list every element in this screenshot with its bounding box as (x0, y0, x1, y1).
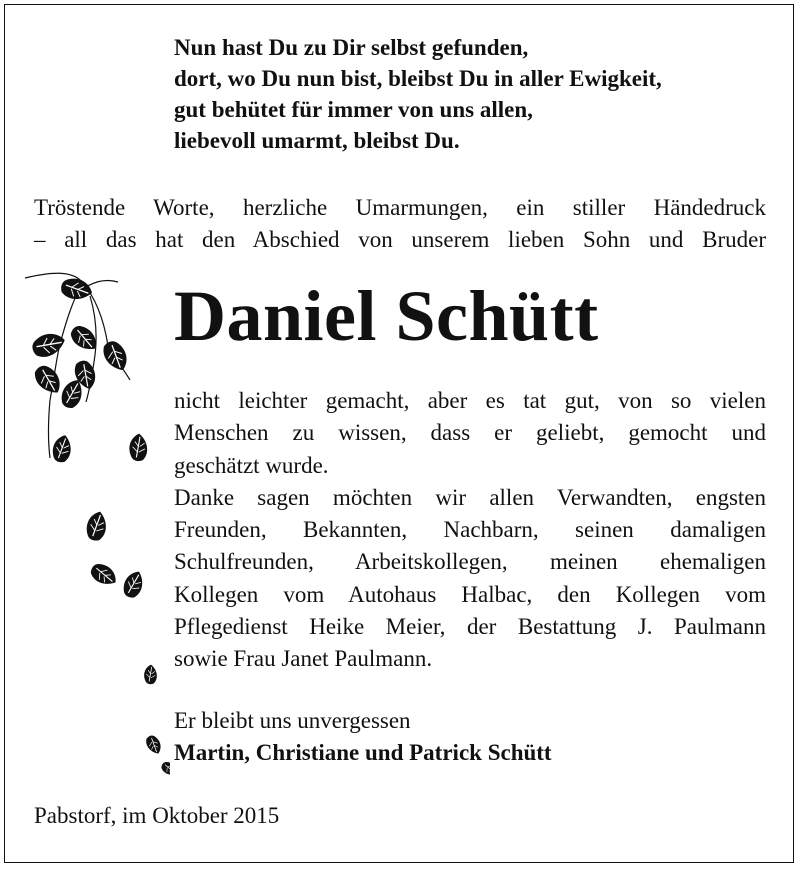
body-line: Pflegedienst Heike Meier, der Bestattung J. Paulmann (174, 614, 766, 640)
body-line: Kollegen vom Autohaus Halbac, den Kollegen vom (174, 581, 766, 607)
body-line: geschätzt wurde. (174, 452, 329, 478)
intro-line: – all das hat den Abschied von unserem lieben Sohn und Bruder (34, 227, 766, 252)
poem-line: Nun hast Du zu Dir selbst gefunden, (174, 35, 529, 60)
family-signature: Martin, Christiane und Patrick Schütt (174, 740, 552, 765)
body-line: nicht leichter gemacht, aber es tat gut, von so vielen (174, 388, 766, 413)
body-line: Menschen zu wissen, dass er geliebt, gemocht und (174, 420, 766, 446)
thanks-text (174, 385, 766, 676)
poem-line: gut behütet für immer von uns allen, (174, 97, 533, 122)
place-date: Pabstorf, im Oktober 2015 (34, 803, 280, 828)
birch-branch-icon (20, 262, 170, 782)
poem-line: dort, wo Du nun bist, bleibst Du in aller Ewigkeit, (174, 66, 662, 91)
remembrance-line: Er bleibt uns unvergessen (174, 708, 411, 733)
body-line: Danke sagen möchten wir allen Verwandten, engsten (174, 484, 766, 510)
intro-line: Tröstende Worte, herzliche Umarmungen, ein stiller Händedruck (34, 195, 766, 220)
closing-block (174, 705, 552, 769)
body-line: Schulfreunden, Arbeitskollegen, meinen ehemaligen (174, 549, 766, 575)
poem-verse (174, 32, 662, 156)
body-line: sowie Frau Janet Paulmann. (174, 646, 433, 672)
intro-text (34, 192, 766, 256)
deceased-name: Daniel Schütt (174, 276, 599, 356)
poem-line: liebevoll umarmt, bleibst Du. (174, 128, 460, 153)
body-line: Freunden, Bekannten, Nachbarn, seinen damaligen (174, 517, 766, 543)
